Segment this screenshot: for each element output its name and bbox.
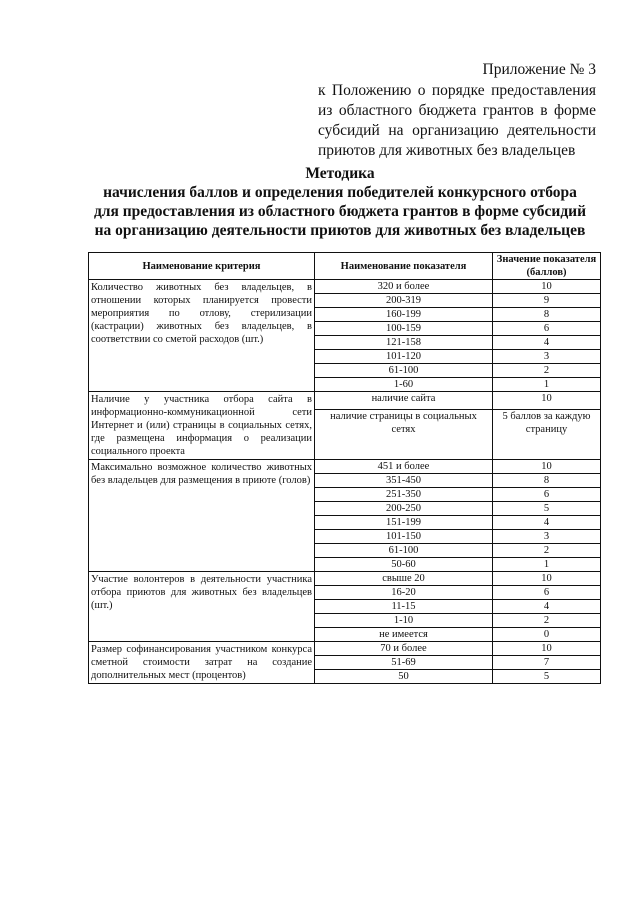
table-header-row <box>89 253 601 280</box>
header-score: Значение показателя (баллов) <box>493 253 601 280</box>
criterion-cell: Участие волонтеров в деятельности участника отбора приютов для животных без владельцев (шт.) <box>89 572 315 642</box>
appendix-title: Приложение № 3 <box>482 61 596 78</box>
criteria-table <box>88 252 601 684</box>
indicator-cell: 1-60 <box>315 378 493 392</box>
indicator-cell: 100-159 <box>315 322 493 336</box>
score-cell: 8 <box>493 308 601 322</box>
indicator-cell: 51-69 <box>315 656 493 670</box>
table-row <box>89 642 601 656</box>
indicator-cell: 451 и более <box>315 460 493 474</box>
indicator-cell: 50-60 <box>315 558 493 572</box>
score-cell: 2 <box>493 364 601 378</box>
indicator-cell: 151-199 <box>315 516 493 530</box>
table-row <box>89 392 601 410</box>
table-body <box>89 280 601 684</box>
appendix-text: к Положению о порядке предоставления из областного бюджета грантов в форме субсидий на организацию деятельности приютов для животных без владельцев <box>318 82 596 159</box>
indicator-cell: 121-158 <box>315 336 493 350</box>
heading-line-4: на организацию деятельности приютов для животных без владельцев <box>94 222 586 239</box>
score-cell: 4 <box>493 516 601 530</box>
appendix-block <box>318 60 596 161</box>
header-criterion: Наименование критерия <box>89 253 315 280</box>
table-row <box>89 460 601 474</box>
score-cell: 10 <box>493 572 601 586</box>
score-cell: 0 <box>493 628 601 642</box>
score-cell: 6 <box>493 586 601 600</box>
indicator-cell: 1-10 <box>315 614 493 628</box>
score-cell: 10 <box>493 280 601 294</box>
indicator-cell: 70 и более <box>315 642 493 656</box>
score-cell: 6 <box>493 488 601 502</box>
criterion-cell: Размер софинансирования участником конкурса сметной стоимости затрат на создание дополнительных мест (процентов) <box>89 642 315 684</box>
indicator-cell: 50 <box>315 670 493 684</box>
score-cell: 8 <box>493 474 601 488</box>
criterion-cell: Максимально возможное количество животных без владельцев для размещения в приюте (голов) <box>89 460 315 572</box>
score-cell: 1 <box>493 378 601 392</box>
score-cell: 5 <box>493 502 601 516</box>
heading-line-2: начисления баллов и определения победителей конкурсного отбора <box>103 184 577 201</box>
score-cell: 10 <box>493 392 601 410</box>
score-cell: 4 <box>493 336 601 350</box>
heading-line-3: для предоставления из областного бюджета грантов в форме субсидий <box>93 203 587 220</box>
indicator-cell: не имеется <box>315 628 493 642</box>
indicator-cell: 11-15 <box>315 600 493 614</box>
score-cell: 4 <box>493 600 601 614</box>
table-row <box>89 572 601 586</box>
indicator-cell: 351-450 <box>315 474 493 488</box>
indicator-cell: 16-20 <box>315 586 493 600</box>
indicator-cell: 200-250 <box>315 502 493 516</box>
heading-line-1: Методика <box>305 165 375 182</box>
methodology-heading <box>60 164 620 240</box>
score-cell: 1 <box>493 558 601 572</box>
score-cell: 10 <box>493 642 601 656</box>
indicator-cell: 320 и более <box>315 280 493 294</box>
indicator-cell: 101-150 <box>315 530 493 544</box>
score-cell: 2 <box>493 614 601 628</box>
criterion-cell: Количество животных без владельцев, в отношении которых планируется провести мероприятия по отлову, стерилизации (кастрации) животных без владельцев, в соответствии со сметой расходов (шт.) <box>89 280 315 392</box>
indicator-cell: 61-100 <box>315 544 493 558</box>
indicator-cell: 61-100 <box>315 364 493 378</box>
indicator-cell: наличие сайта <box>315 392 493 410</box>
score-cell: 6 <box>493 322 601 336</box>
indicator-cell: свыше 20 <box>315 572 493 586</box>
score-cell: 7 <box>493 656 601 670</box>
indicator-cell: 251-350 <box>315 488 493 502</box>
score-cell: 2 <box>493 544 601 558</box>
header-indicator: Наименование показателя <box>315 253 493 280</box>
score-cell: 9 <box>493 294 601 308</box>
indicator-cell: 200-319 <box>315 294 493 308</box>
score-cell: 10 <box>493 460 601 474</box>
table-row <box>89 280 601 294</box>
indicator-cell: 160-199 <box>315 308 493 322</box>
score-cell: 3 <box>493 530 601 544</box>
score-cell: 3 <box>493 350 601 364</box>
indicator-cell: 101-120 <box>315 350 493 364</box>
criterion-cell: Наличие у участника отбора сайта в информационно-коммуникационной сети Интернет и (или) страницы в социальных сетях, где размещена информация о реализации социального проекта <box>89 392 315 460</box>
indicator-cell: наличие страницы в социальных сетях <box>315 409 493 459</box>
score-cell: 5 баллов за каждую страницу <box>493 409 601 459</box>
score-cell: 5 <box>493 670 601 684</box>
